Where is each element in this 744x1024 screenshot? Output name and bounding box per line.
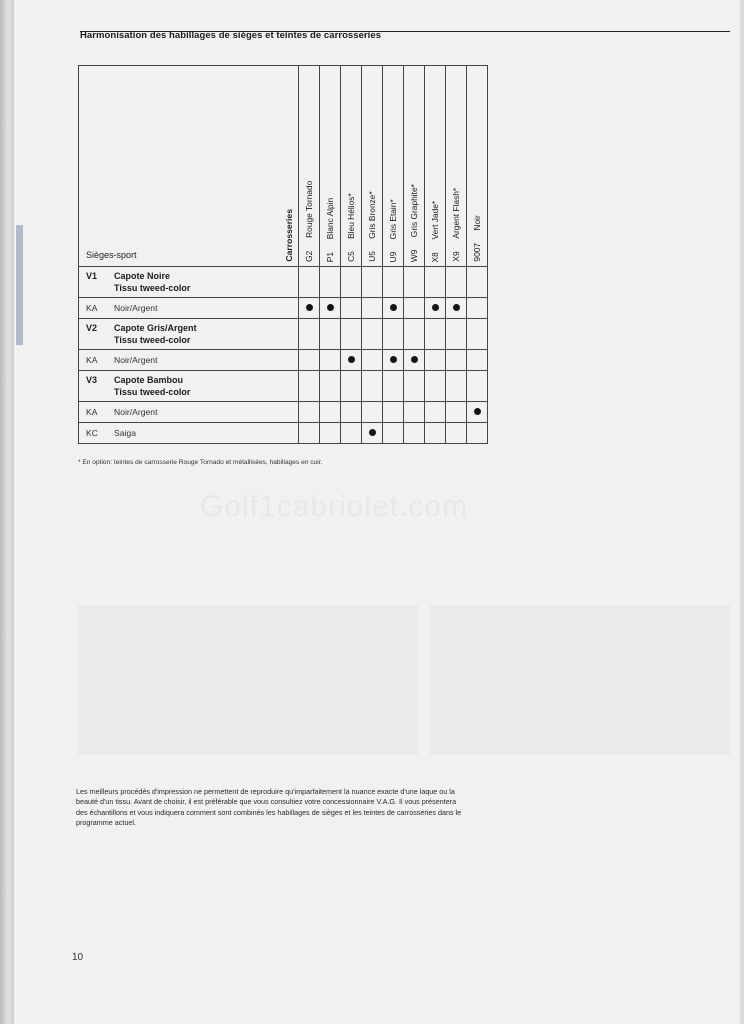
availability-dot — [432, 304, 439, 311]
empty-cell — [299, 402, 320, 423]
seat-group-cell — [79, 267, 299, 298]
color-name: Argent Flash* — [451, 188, 461, 240]
empty-cell — [299, 267, 320, 298]
availability-cell — [320, 298, 341, 319]
empty-cell — [341, 423, 362, 444]
row-header-label: Sièges-sport — [86, 250, 137, 260]
color-name: Gris Bronze* — [367, 191, 377, 239]
table-footnote: * En option: teintes de carrosserie Rouge Tornado et métallisées, habillages en cuir. — [78, 459, 323, 466]
empty-cell — [362, 298, 383, 319]
color-code: X8 — [430, 251, 440, 262]
show-through-block — [78, 605, 418, 755]
color-name: Blanc Alpin — [325, 197, 335, 240]
empty-cell — [404, 423, 425, 444]
upholstery-cell — [79, 402, 299, 423]
color-column-header — [467, 66, 488, 267]
color-column-header — [404, 66, 425, 267]
color-column-header — [299, 66, 320, 267]
availability-cell — [404, 350, 425, 371]
empty-cell — [467, 423, 488, 444]
seat-group-cell — [79, 371, 299, 402]
empty-cell — [320, 371, 341, 402]
empty-cell — [341, 267, 362, 298]
color-name: Gris Etain* — [388, 198, 398, 239]
upholstery-code: KC — [86, 428, 98, 438]
watermark — [200, 490, 468, 524]
color-code: 9007 — [472, 243, 482, 262]
upholstery-cell — [79, 423, 299, 444]
page-number: 10 — [72, 952, 84, 963]
seat-group-row — [79, 267, 488, 298]
color-column-header — [320, 66, 341, 267]
page-spine — [0, 0, 14, 1024]
upholstery-row — [79, 298, 488, 319]
empty-cell — [320, 319, 341, 350]
empty-cell — [425, 402, 446, 423]
color-code: C5 — [346, 251, 356, 262]
empty-cell — [383, 371, 404, 402]
empty-cell — [404, 298, 425, 319]
availability-dot — [327, 304, 334, 311]
upholstery-row — [79, 423, 488, 444]
color-code: W9 — [409, 249, 419, 262]
empty-cell — [446, 402, 467, 423]
empty-cell — [404, 402, 425, 423]
seat-group-fabric: Tissu tweed-color — [114, 283, 191, 293]
empty-cell — [320, 267, 341, 298]
availability-dot — [369, 429, 376, 436]
empty-cell — [341, 371, 362, 402]
column-group-label: Carrosseries — [284, 209, 294, 262]
availability-dot — [411, 356, 418, 363]
empty-cell — [320, 350, 341, 371]
color-name: Vert Jade* — [430, 200, 440, 240]
empty-cell — [362, 371, 383, 402]
seat-group-top: Capote Gris/Argent — [114, 323, 197, 333]
empty-cell — [404, 267, 425, 298]
empty-cell — [362, 350, 383, 371]
color-code: P1 — [325, 251, 335, 262]
upholstery-label: Saiga — [114, 428, 136, 438]
availability-dot — [453, 304, 460, 311]
empty-cell — [362, 402, 383, 423]
availability-dot — [306, 304, 313, 311]
empty-cell — [425, 423, 446, 444]
upholstery-code: KA — [86, 407, 98, 417]
empty-cell — [299, 423, 320, 444]
seat-group-code: V3 — [86, 375, 98, 385]
empty-cell — [446, 350, 467, 371]
availability-dot — [390, 304, 397, 311]
page-heading: Harmonisation des habillages de sièges et teintes de carrosseries — [80, 30, 382, 41]
availability-cell — [383, 298, 404, 319]
empty-cell — [467, 319, 488, 350]
seat-group-code: V1 — [86, 271, 98, 281]
empty-cell — [446, 267, 467, 298]
color-name: Noir — [472, 215, 482, 231]
availability-cell — [425, 298, 446, 319]
color-name: Bleu Hélios* — [346, 193, 356, 239]
empty-cell — [425, 319, 446, 350]
upholstery-label: Noir/Argent — [114, 303, 158, 313]
color-code: U9 — [388, 251, 398, 262]
seat-group-top: Capote Noire — [114, 271, 171, 281]
table-header-row — [79, 66, 488, 267]
empty-cell — [320, 402, 341, 423]
empty-cell — [404, 319, 425, 350]
upholstery-row — [79, 350, 488, 371]
color-column-header — [341, 66, 362, 267]
show-through-block — [430, 605, 730, 755]
availability-dot — [390, 356, 397, 363]
color-name: Gris Graphite* — [409, 183, 419, 237]
empty-cell — [341, 402, 362, 423]
color-column-header — [446, 66, 467, 267]
empty-cell — [467, 267, 488, 298]
empty-cell — [467, 298, 488, 319]
empty-cell — [383, 402, 404, 423]
seat-group-cell — [79, 319, 299, 350]
empty-cell — [320, 423, 341, 444]
upholstery-code: KA — [86, 303, 98, 313]
empty-cell — [362, 319, 383, 350]
upholstery-code: KA — [86, 355, 98, 365]
availability-cell — [467, 402, 488, 423]
empty-cell — [299, 350, 320, 371]
availability-cell — [383, 350, 404, 371]
availability-cell — [299, 298, 320, 319]
color-column-header — [383, 66, 404, 267]
seat-group-row — [79, 319, 488, 350]
seat-group-fabric: Tissu tweed-color — [114, 335, 191, 345]
seat-group-fabric: Tissu tweed-color — [114, 387, 191, 397]
color-name: Rouge Tornado — [304, 181, 314, 239]
color-code: X9 — [451, 251, 461, 262]
empty-cell — [425, 350, 446, 371]
empty-cell — [446, 371, 467, 402]
seat-group-code: V2 — [86, 323, 98, 333]
upholstery-label: Noir/Argent — [114, 407, 158, 417]
print-disclaimer: Les meilleurs procédés d'impression ne permettent de reproduire qu'imparfaitement la nuance exacte d'une laque ou la beauté d'un tissu. Avant de choisir, il est préférable que vous consultiez votre concessionnaire V.A.G. Il vous présentera des échantillons et vous indiquera comment sont combinés les habillages de sièges et les teintes de carrosseries dans le programme actuel. — [76, 787, 462, 828]
upholstery-label: Noir/Argent — [114, 355, 158, 365]
empty-cell — [362, 267, 383, 298]
upholstery-row — [79, 402, 488, 423]
empty-cell — [467, 371, 488, 402]
empty-cell — [383, 423, 404, 444]
empty-cell — [425, 267, 446, 298]
empty-cell — [299, 319, 320, 350]
empty-cell — [425, 371, 446, 402]
column-group-header — [280, 66, 299, 267]
spine-color-mark — [16, 225, 23, 345]
color-column-header — [425, 66, 446, 267]
empty-cell — [446, 423, 467, 444]
upholstery-cell — [79, 350, 299, 371]
availability-dot — [348, 356, 355, 363]
row-header-cell — [79, 66, 281, 267]
color-code: G2 — [304, 250, 314, 262]
empty-cell — [341, 319, 362, 350]
empty-cell — [341, 298, 362, 319]
availability-dot — [474, 408, 481, 415]
empty-cell — [383, 319, 404, 350]
availability-cell — [341, 350, 362, 371]
upholstery-cell — [79, 298, 299, 319]
availability-cell — [446, 298, 467, 319]
availability-cell — [362, 423, 383, 444]
seat-group-row — [79, 371, 488, 402]
color-harmonization-table — [78, 65, 488, 444]
color-column-header — [362, 66, 383, 267]
empty-cell — [446, 319, 467, 350]
empty-cell — [383, 267, 404, 298]
empty-cell — [467, 350, 488, 371]
empty-cell — [299, 371, 320, 402]
empty-cell — [404, 371, 425, 402]
color-code: U5 — [367, 251, 377, 262]
seat-group-top: Capote Bambou — [114, 375, 184, 385]
